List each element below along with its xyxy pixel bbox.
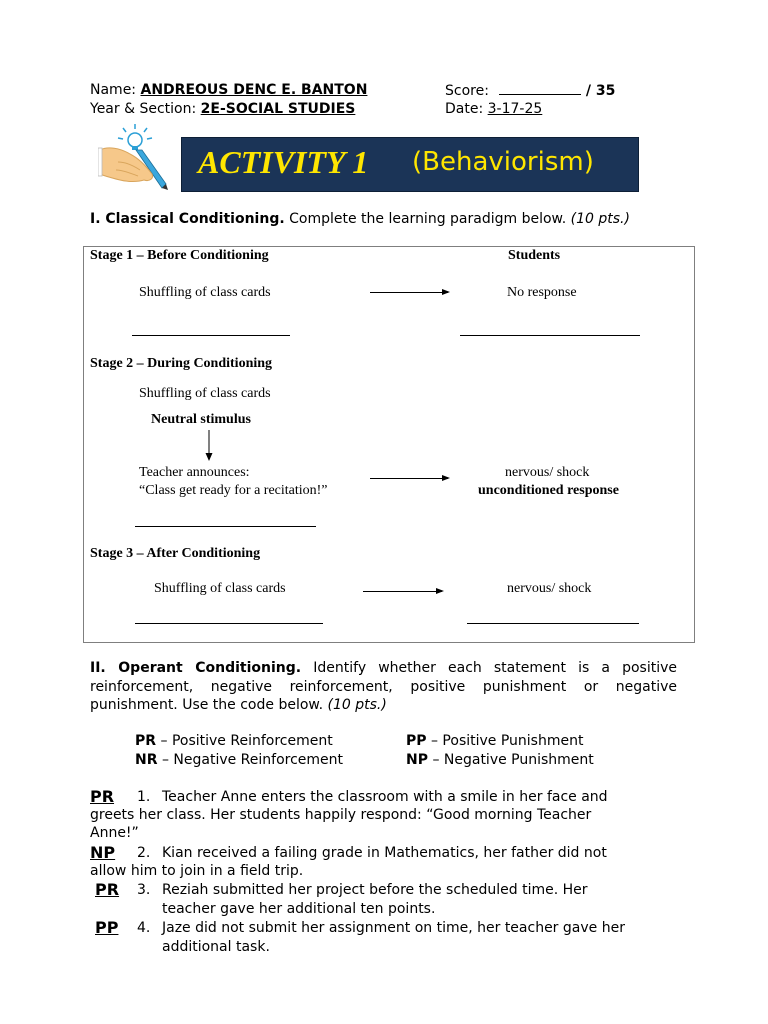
item4-answer-row — [95, 918, 136, 937]
item3-line1: Reziah submitted her project before the scheduled time. Her — [162, 882, 588, 898]
item1-line3: Anne!” — [90, 825, 139, 841]
item3-answer-row — [95, 880, 136, 899]
item2-answer[interactable]: NP — [90, 843, 116, 862]
score-total: / 35 — [585, 83, 616, 99]
code-nr — [135, 752, 343, 768]
date-value: 3-17-25 — [487, 101, 543, 117]
stage1-response: No response — [507, 285, 577, 300]
section-value: 2E-SOCIAL STUDIES — [200, 101, 356, 117]
item1-answer-row — [90, 787, 136, 806]
name-label: Name: — [90, 82, 137, 98]
item4-number: 4. — [137, 920, 151, 936]
hand-pencil-icon — [98, 122, 172, 192]
item1-line2: greets her class. Her students happily respond: “Good morning Teacher — [90, 807, 592, 823]
score-label: Score: — [445, 83, 489, 99]
date-row — [445, 101, 542, 117]
part1-instruction: Complete the learning paradigm below. — [289, 211, 567, 227]
stage2-stimulus: Shuffling of class cards — [139, 386, 271, 401]
ucr-label: unconditioned response — [478, 483, 619, 498]
stage1-title: Stage 1 – Before Conditioning — [90, 248, 269, 263]
date-label: Date: — [445, 101, 484, 117]
item3-answer[interactable]: PR — [95, 880, 120, 899]
part2-line1 — [90, 660, 677, 676]
item4-line1: Jaze did not submit her assignment on time, her teacher gave her — [162, 920, 625, 936]
stage2-blank[interactable] — [135, 526, 316, 527]
teacher-line1: Teacher announces: — [139, 465, 250, 480]
code-np-desc: – Negative Punishment — [432, 752, 594, 768]
down-arrow-icon — [204, 430, 214, 462]
stage3-stimulus: Shuffling of class cards — [154, 581, 286, 596]
part1-points: (10 pts.) — [570, 211, 630, 227]
code-pr-desc: – Positive Reinforcement — [160, 733, 333, 749]
stage1-stimulus-blank[interactable] — [132, 335, 290, 336]
part1-heading: I. Classical Conditioning. — [90, 211, 285, 227]
item3-line2: teacher gave her additional ten points. — [162, 901, 436, 917]
item2-line1: Kian received a failing grade in Mathematics, her father did not — [162, 845, 607, 861]
code-np-abbr: NP — [406, 752, 428, 768]
item2-answer-row — [90, 843, 136, 862]
section-row — [90, 101, 355, 117]
code-pp-abbr: PP — [406, 733, 427, 749]
code-nr-desc: – Negative Reinforcement — [161, 752, 344, 768]
part2-line2: reinforcement, negative reinforcement, positive punishment or negative — [90, 679, 677, 695]
code-pr — [135, 733, 333, 749]
stage1-stimulus: Shuffling of class cards — [139, 285, 271, 300]
name-value: ANDREOUS DENC E. BANTON — [140, 82, 368, 98]
activity-banner — [181, 137, 639, 192]
part2-line1-text: Identify whether each statement is a positive — [313, 660, 678, 676]
neutral-stimulus-label: Neutral stimulus — [151, 412, 251, 427]
stage2-title: Stage 2 – During Conditioning — [90, 356, 273, 371]
code-nr-abbr: NR — [135, 752, 158, 768]
stage2-response: nervous/ shock — [505, 465, 590, 480]
stage3-arrow — [363, 591, 442, 592]
stage2-arrow — [370, 478, 448, 479]
stage1-response-blank[interactable] — [460, 335, 640, 336]
stage3-response: nervous/ shock — [507, 581, 592, 596]
part2-line3: punishment. Use the code below. — [90, 697, 324, 713]
stage3-response-blank[interactable] — [467, 623, 639, 624]
part2-points: (10 pts.) — [327, 697, 387, 713]
code-pp-desc: – Positive Punishment — [430, 733, 584, 749]
activity-title: ACTIVITY 1 — [198, 144, 369, 180]
part2-line3-row — [90, 697, 387, 713]
students-label: Students — [508, 248, 561, 263]
item2-line2: allow him to join in a field trip. — [90, 863, 304, 879]
teacher-line2: “Class get ready for a recitation!” — [139, 483, 328, 498]
score-row — [445, 82, 615, 99]
item4-line2: additional task. — [162, 939, 270, 955]
stage3-title: Stage 3 – After Conditioning — [90, 546, 261, 561]
stage1-arrow — [370, 292, 448, 293]
item1-number: 1. — [137, 789, 151, 805]
section-label: Year & Section: — [90, 101, 197, 117]
stage3-stimulus-blank[interactable] — [135, 623, 323, 624]
score-blank[interactable] — [499, 82, 581, 95]
item2-number: 2. — [137, 845, 151, 861]
item1-line1: Teacher Anne enters the classroom with a smile in her face and — [162, 789, 608, 805]
item4-answer[interactable]: PP — [95, 918, 119, 937]
item1-answer[interactable]: PR — [90, 787, 115, 806]
code-pr-abbr: PR — [135, 733, 157, 749]
activity-topic: (Behaviorism) — [412, 147, 594, 177]
part1-heading-row — [90, 211, 630, 227]
name-row — [90, 82, 367, 98]
code-np — [406, 752, 594, 768]
part2-heading: II. Operant Conditioning. — [90, 660, 302, 676]
code-pp — [406, 733, 583, 749]
item3-number: 3. — [137, 882, 151, 898]
